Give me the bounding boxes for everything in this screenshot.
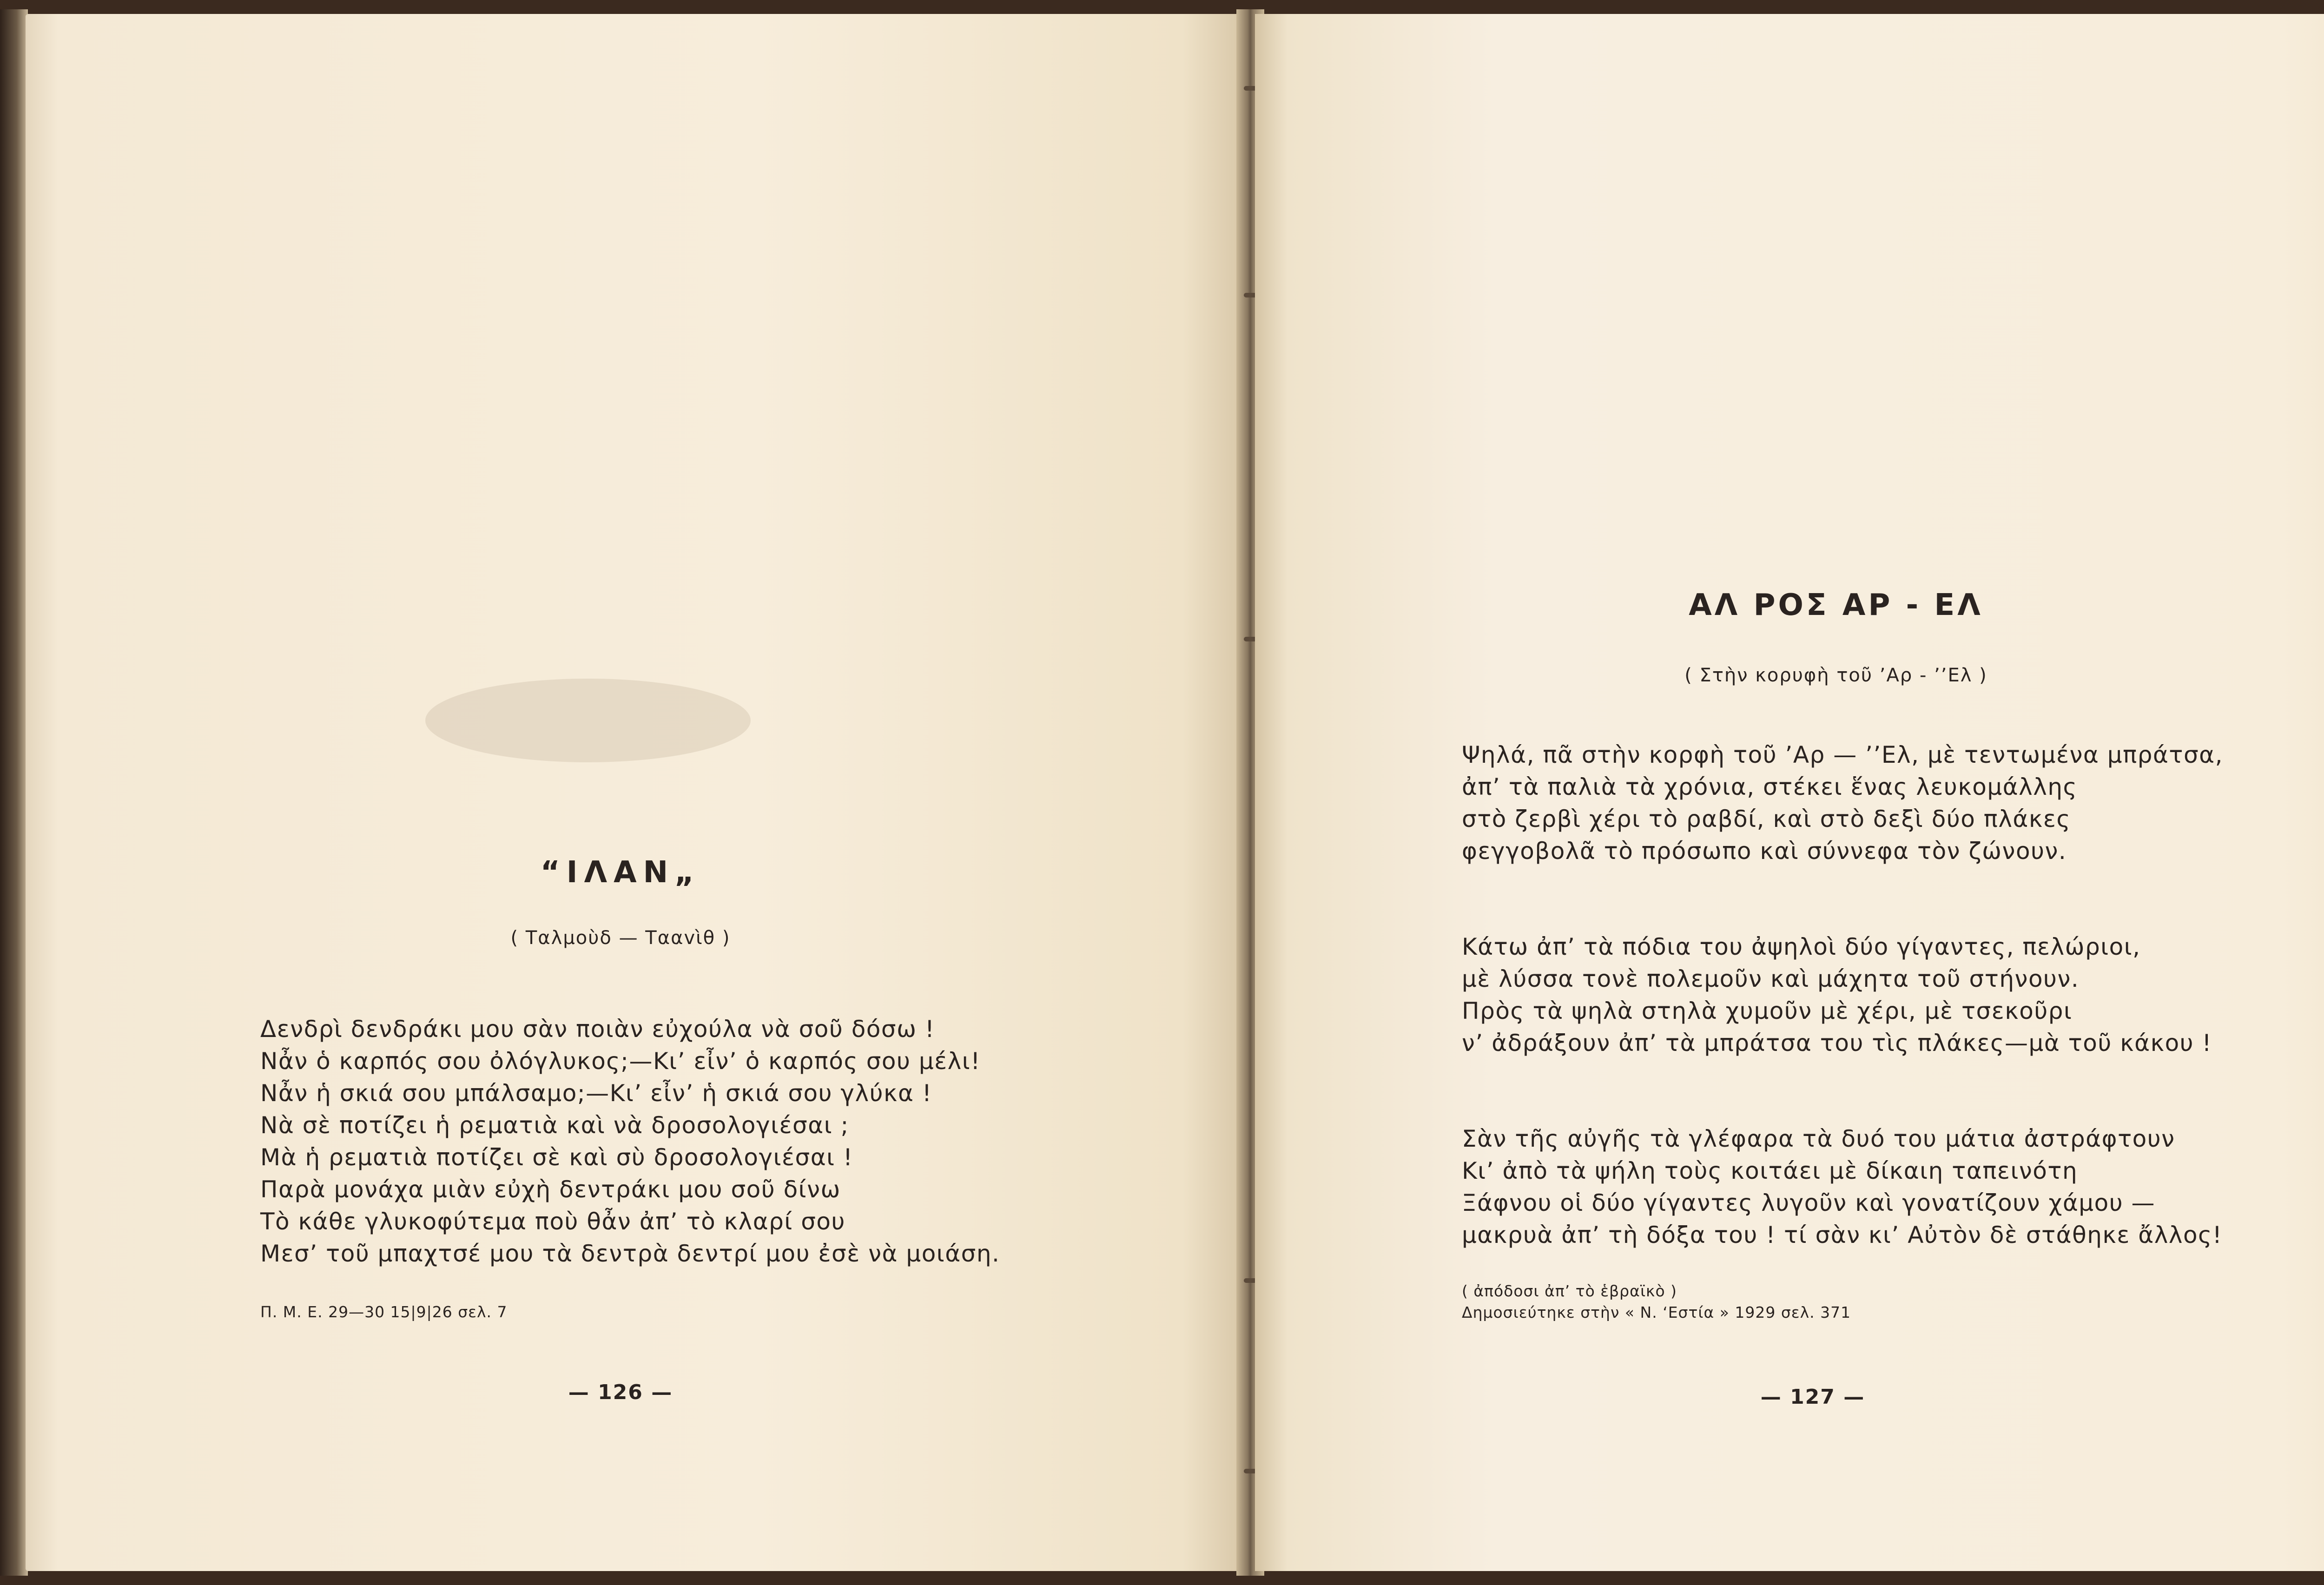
poem-stanza <box>1462 931 2223 1059</box>
poem-line: Κάτω ἀπ’ τὰ πόδια του ἀψηλοὶ δύο γίγαντες, πελώριοι, <box>1462 933 2141 960</box>
poem-body <box>1462 739 2223 1251</box>
poem-stanza <box>1462 1123 2223 1251</box>
poem-line: Μὰ ἡ ρεματιὰ ποτίζει σὲ καὶ σὺ δροσολογιέσαι ! <box>260 1144 853 1171</box>
poem-line: Ξάφνου οἱ δύο γίγαντες λυγοῦν καὶ γονατίζουν χάμου — <box>1462 1189 2156 1216</box>
source-note: Π. Μ. Ε. 29—30 15|9|26 σελ. 7 <box>260 1303 508 1321</box>
poem-line: Νἆν ἡ σκιά σου μπάλσαμο;—Κι’ εἶν’ ἡ σκιά σου γλύκα ! <box>260 1080 932 1107</box>
poem-line: Σὰν τῆς αὐγῆς τὰ γλέφαρα τὰ δυό του μάτια ἀστράφτουν <box>1462 1125 2175 1152</box>
poem-line: φεγγοβολᾶ τὸ πρόσωπο καὶ σύννεφα τὸν ζώνουν. <box>1462 838 2067 865</box>
poem-line: Νὰ σὲ ποτίζει ἡ ρεματιὰ καὶ νὰ δροσολογιέσαι ; <box>260 1112 849 1139</box>
poem-line: Μεσ’ τοῦ μπαχτσέ μου τὰ δεντρὰ δεντρί μου ἐσὲ νὰ μοιάση. <box>260 1240 1000 1267</box>
poem-line: Δενδρὶ δενδράκι μου σὰν ποιὰν εὐχούλα νὰ σοῦ δόσω ! <box>260 1016 935 1043</box>
poem-subtitle: ( Στὴν κορυφὴ τοῦ ’Αρ - ’’Ελ ) <box>1684 665 1987 686</box>
book-edge-left <box>0 9 28 1576</box>
poem-subtitle: ( Ταλμοὺδ — Τααvὶθ ) <box>510 927 731 949</box>
poem-line: μακρυὰ ἀπ’ τὴ δόξα του ! τί σὰν κι’ Αὐτὸν δὲ στάθηκε ἄλλος! <box>1462 1222 2223 1248</box>
poem-line: στὸ ζερβὶ χέρι τὸ ραβδί, καὶ στὸ δεξὶ δύο πλάκες <box>1462 806 2071 832</box>
poem-line: Νἆν ὁ καρπός σου ὀλόγλυκος;—Κι’ εἶν’ ὁ καρπός σου μέλι! <box>260 1048 981 1075</box>
page-number: — 127 — <box>1760 1385 1865 1409</box>
poem-line: Τὸ κάθε γλυκοφύτεμα ποὺ θἆν ἀπ’ τὸ κλαρί σου <box>260 1208 845 1235</box>
source-note <box>1462 1281 1851 1323</box>
note-line: Δημοσιεύτηκε στὴν « Ν. ‘Εστία » 1929 σελ. 371 <box>1462 1303 1851 1321</box>
poem-line: ν’ ἀδράξουν ἀπ’ τὰ μπράτσα του τὶς πλάκες—μὰ τοῦ κάκου ! <box>1462 1030 2212 1057</box>
poem-stanza <box>1462 739 2223 867</box>
poem-line: Πρὸς τὰ ψηλὰ στηλὰ χυμοῦν μὲ χέρι, μὲ τσεκοῦρι <box>1462 997 2073 1024</box>
page-number: — 126 — <box>568 1380 673 1404</box>
poem-title: ΑΛ ΡΟΣ ΑΡ - ΕΛ <box>1689 588 1983 622</box>
poem-line: Παρὰ μονάχα μιὰν εὐχὴ δεντράκι μου σοῦ δίνω <box>260 1176 841 1203</box>
poem-line: Κι’ ἀπὸ τὰ ψήλη τοὺς κοιτάει μὲ δίκαιη ταπεινότη <box>1462 1157 2078 1184</box>
right-page <box>1255 14 2324 1571</box>
note-line: ( ἀπόδοσι ἀπ’ τὸ ἑβραϊκὸ ) <box>1462 1282 1677 1300</box>
poem-line: Ψηλά, πᾶ στὴν κορφὴ τοῦ ’Αρ — ’’Ελ, μὲ τεντωμένα μπράτσα, <box>1462 741 2224 768</box>
poem-line: ἀπ’ τὰ παλιὰ τὰ χρόνια, στέκει ἕνας λευκομάλλης <box>1462 773 2078 800</box>
poem-title: “ΙΛΑΝ„ <box>540 855 701 890</box>
poem-body <box>260 1013 1000 1270</box>
poem-line: μὲ λύσσα τονὲ πολεμοῦν καὶ μάχητα τοῦ στήνουν. <box>1462 965 2080 992</box>
paper-stain <box>425 679 751 762</box>
left-page <box>26 14 1243 1571</box>
